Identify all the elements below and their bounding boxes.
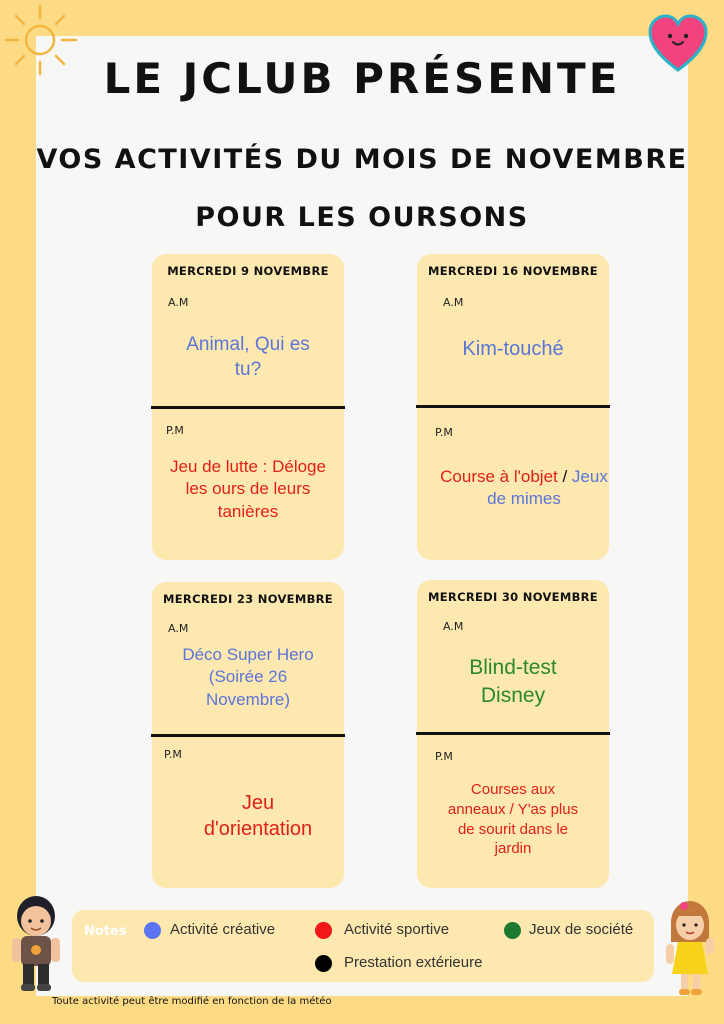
pm-activity-creative: Jeux de mimes	[487, 467, 608, 509]
pm-activity-sport: Course à l'objet	[440, 467, 558, 486]
am-label: A.M	[168, 296, 189, 309]
girl-illustration	[662, 898, 718, 998]
pm-label: P.M	[166, 424, 184, 437]
pm-label: P.M	[164, 748, 182, 761]
day-heading: MERCREDI 16 NOVEMBRE	[428, 264, 598, 278]
pm-activity: Courses aux anneaux / Y'as plus de sourit dans le jardin	[447, 781, 579, 858]
page-title: LE JCLUB PRÉSENTE	[103, 54, 621, 103]
legend-title: Notes	[84, 924, 127, 939]
am-activity: Kim-touché	[462, 338, 564, 360]
am-activity: Déco Super Hero (Soirée 26 Novembre)	[182, 645, 314, 709]
boy-illustration	[6, 892, 66, 996]
am-pm-divider	[416, 405, 610, 408]
legend-label-external: Prestation extérieure	[344, 954, 483, 971]
pm-activity: Jeu d'orientation	[203, 792, 313, 841]
am-label: A.M	[443, 620, 464, 633]
day-heading: MERCREDI 30 NOVEMBRE	[428, 590, 598, 604]
day-card-nov-23	[152, 582, 344, 888]
day-heading: MERCREDI 9 NOVEMBRE	[167, 264, 329, 278]
am-pm-divider	[416, 732, 610, 735]
am-label: A.M	[168, 622, 189, 635]
footer-note: Toute activité peut être modifié en fonction de la météo	[52, 996, 332, 1007]
legend-panel	[72, 910, 654, 982]
legend-dot-sport	[315, 922, 332, 939]
am-pm-divider	[151, 406, 345, 409]
pm-label: P.M	[435, 426, 453, 439]
pm-label: P.M	[435, 750, 453, 763]
legend-dot-creative	[144, 922, 161, 939]
am-label: A.M	[443, 296, 464, 309]
day-heading: MERCREDI 23 NOVEMBRE	[163, 592, 333, 606]
am-pm-divider	[151, 734, 345, 737]
pm-activity: Jeu de lutte : Déloge les ours de leurs tanières	[170, 457, 326, 521]
page-subtitle-line1: VOS ACTIVITÉS DU MOIS DE NOVEMBRE	[36, 144, 688, 175]
legend-label-creative: Activité créative	[170, 921, 276, 938]
legend-dot-external	[315, 955, 332, 972]
page-subtitle-line2: POUR LES OURSONS	[195, 202, 529, 233]
am-activity: Blind-test Disney	[469, 656, 557, 707]
day-card-nov-9	[152, 254, 344, 560]
day-card-nov-16	[417, 254, 609, 560]
day-card-nov-30	[417, 580, 609, 888]
legend-dot-board-game	[504, 922, 521, 939]
pm-activity-separator: /	[557, 467, 572, 486]
pm-activity	[439, 466, 609, 511]
legend-label-board-game: Jeux de société	[529, 921, 634, 938]
am-activity: Animal, Qui es tu?	[186, 334, 310, 381]
legend-label-sport: Activité sportive	[344, 921, 450, 938]
